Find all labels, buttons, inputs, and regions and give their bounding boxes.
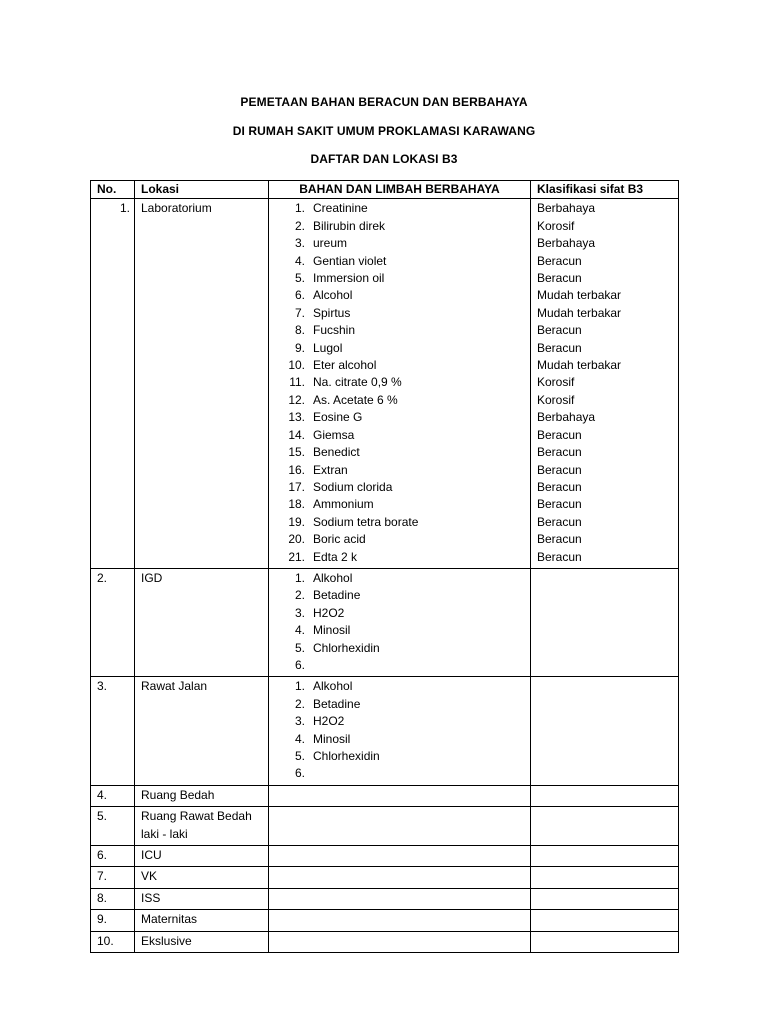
list-item-name: Gentian violet bbox=[313, 253, 387, 268]
list-item bbox=[269, 479, 530, 496]
klasifikasi-item: Beracun bbox=[537, 253, 582, 268]
klasifikasi-item: Beracun bbox=[537, 462, 582, 477]
table-header-row bbox=[91, 181, 679, 199]
row-number: 3. bbox=[91, 677, 135, 785]
document-title: PEMETAAN BAHAN BERACUN DAN BERBAHAYA bbox=[240, 95, 528, 109]
row-lokasi: Rawat Jalan bbox=[135, 677, 269, 785]
list-item-name: Extran bbox=[313, 462, 348, 477]
list-item-number: 19. bbox=[288, 514, 305, 529]
table-caption: DAFTAR DAN LOKASI B3 bbox=[310, 152, 458, 166]
list-item bbox=[269, 200, 530, 217]
list-item-number: 2. bbox=[294, 696, 305, 711]
list-item bbox=[269, 270, 530, 287]
table-row bbox=[91, 931, 679, 952]
list-item bbox=[269, 765, 530, 782]
list-item-number: 8. bbox=[294, 323, 305, 338]
list-item bbox=[269, 444, 530, 461]
row-number: 7. bbox=[91, 867, 135, 888]
list-item-name: ureum bbox=[313, 236, 348, 251]
klasifikasi-item: Beracun bbox=[537, 445, 582, 460]
list-item bbox=[269, 235, 530, 252]
list-item-number: 4. bbox=[294, 623, 305, 638]
list-item-number: 4. bbox=[294, 731, 305, 746]
list-item-number: 1. bbox=[294, 570, 305, 585]
row-bahan-list bbox=[269, 807, 531, 846]
klasifikasi-item: Beracun bbox=[537, 340, 582, 355]
row-number: 1. bbox=[91, 199, 135, 569]
header-no: No. bbox=[91, 181, 135, 199]
row-lokasi: ICU bbox=[135, 846, 269, 867]
list-item-name: H2O2 bbox=[313, 605, 345, 620]
klasifikasi-item: Mudah terbakar bbox=[537, 358, 622, 373]
list-item bbox=[269, 514, 530, 531]
list-item-number: 3. bbox=[294, 236, 305, 251]
row-bahan-list bbox=[269, 910, 531, 931]
list-item-number: 6. bbox=[294, 766, 305, 781]
list-item bbox=[269, 322, 530, 339]
row-lokasi: Maternitas bbox=[135, 910, 269, 931]
list-item-number: 6. bbox=[294, 657, 305, 672]
list-item-name: Sodium clorida bbox=[313, 479, 393, 494]
row-klasifikasi-list bbox=[531, 807, 679, 846]
list-item-number: 18. bbox=[288, 497, 305, 512]
list-item bbox=[269, 570, 530, 587]
row-number: 4. bbox=[91, 785, 135, 806]
klasifikasi-item: Korosif bbox=[537, 218, 575, 233]
klasifikasi-item: Beracun bbox=[537, 479, 582, 494]
row-number: 8. bbox=[91, 888, 135, 909]
list-item-name: Chlorhexidin bbox=[313, 640, 380, 655]
list-item bbox=[269, 605, 530, 622]
list-item bbox=[269, 427, 530, 444]
list-item-number: 3. bbox=[294, 714, 305, 729]
list-item-name: Betadine bbox=[313, 588, 361, 603]
row-lokasi: Ruang Bedah bbox=[135, 785, 269, 806]
list-item-name bbox=[313, 657, 530, 674]
list-item-number: 21. bbox=[288, 549, 305, 564]
list-item bbox=[269, 392, 530, 409]
klasifikasi-item: Korosif bbox=[537, 392, 575, 407]
list-item-name: Eosine G bbox=[313, 410, 363, 425]
b3-table bbox=[90, 180, 679, 953]
list-item-name: Alkohol bbox=[313, 570, 353, 585]
klasifikasi-item: Beracun bbox=[537, 549, 582, 564]
table-row bbox=[91, 910, 679, 931]
document-subtitle: DI RUMAH SAKIT UMUM PROKLAMASI KARAWANG bbox=[232, 124, 536, 138]
list-item-name: Edta 2 k bbox=[313, 549, 358, 564]
list-item-name: Giemsa bbox=[313, 427, 355, 442]
list-item bbox=[269, 549, 530, 566]
row-lokasi: Laboratorium bbox=[135, 199, 269, 569]
list-item-name: Immersion oil bbox=[313, 271, 385, 286]
row-number: 5. bbox=[91, 807, 135, 846]
list-item-number: 16. bbox=[288, 462, 305, 477]
table-row bbox=[91, 785, 679, 806]
list-item bbox=[269, 640, 530, 657]
list-item-name: H2O2 bbox=[313, 714, 345, 729]
row-klasifikasi-list bbox=[531, 867, 679, 888]
row-number: 6. bbox=[91, 846, 135, 867]
row-lokasi: IGD bbox=[135, 568, 269, 676]
list-item-number: 5. bbox=[294, 640, 305, 655]
row-number: 10. bbox=[91, 931, 135, 952]
table-row bbox=[91, 846, 679, 867]
list-item bbox=[269, 253, 530, 270]
list-item-number: 15. bbox=[288, 445, 305, 460]
table-row bbox=[91, 807, 679, 846]
row-klasifikasi-list bbox=[531, 910, 679, 931]
list-item-name: Alkohol bbox=[313, 679, 353, 694]
list-item-number: 4. bbox=[294, 253, 305, 268]
list-item bbox=[269, 587, 530, 604]
row-klasifikasi-list bbox=[531, 785, 679, 806]
list-item-number: 6. bbox=[294, 288, 305, 303]
row-lokasi: Ekslusive bbox=[135, 931, 269, 952]
row-bahan-list bbox=[269, 867, 531, 888]
list-item-number: 7. bbox=[294, 305, 305, 320]
list-item bbox=[269, 531, 530, 548]
header-lokasi: Lokasi bbox=[135, 181, 269, 199]
list-item-number: 2. bbox=[294, 588, 305, 603]
row-lokasi: Ruang Rawat Bedah laki - laki bbox=[135, 807, 269, 846]
list-item-name: Fucshin bbox=[313, 323, 356, 338]
klasifikasi-item: Beracun bbox=[537, 271, 582, 286]
klasifikasi-item: Korosif bbox=[537, 375, 575, 390]
table-row bbox=[91, 568, 679, 676]
list-item-number: 1. bbox=[294, 201, 305, 216]
list-item bbox=[269, 713, 530, 730]
list-item-name: Alcohol bbox=[313, 288, 353, 303]
klasifikasi-item: Berbahaya bbox=[537, 236, 596, 251]
list-item bbox=[269, 287, 530, 304]
list-item-number: 5. bbox=[294, 271, 305, 286]
row-bahan-list bbox=[269, 677, 531, 785]
list-item bbox=[269, 357, 530, 374]
list-item bbox=[269, 496, 530, 513]
list-item-number: 5. bbox=[294, 749, 305, 763]
row-klasifikasi-list bbox=[531, 888, 679, 909]
row-bahan-list bbox=[269, 568, 531, 676]
row-bahan-list bbox=[269, 785, 531, 806]
row-bahan-list bbox=[269, 199, 531, 569]
list-item-name: Benedict bbox=[313, 445, 360, 460]
list-item-number: 9. bbox=[294, 340, 305, 355]
list-item-name: Eter alcohol bbox=[313, 358, 377, 373]
list-item-number: 10. bbox=[288, 358, 305, 373]
list-item-number: 12. bbox=[288, 392, 305, 407]
list-item bbox=[269, 305, 530, 322]
list-item-number: 11. bbox=[289, 375, 305, 390]
list-item-number: 20. bbox=[288, 532, 305, 547]
list-item-name: Sodium tetra borate bbox=[313, 514, 419, 529]
list-item bbox=[269, 696, 530, 713]
klasifikasi-item: Berbahaya bbox=[537, 201, 596, 216]
list-item bbox=[269, 462, 530, 479]
list-item-name: Minosil bbox=[313, 731, 351, 746]
klasifikasi-item: Beracun bbox=[537, 323, 582, 338]
list-item-name: Bilirubin direk bbox=[313, 218, 386, 233]
list-item-number: 1. bbox=[294, 679, 305, 694]
list-item-number: 3. bbox=[294, 605, 305, 620]
row-klasifikasi-list bbox=[531, 568, 679, 676]
klasifikasi-item: Beracun bbox=[537, 427, 582, 442]
row-klasifikasi-list bbox=[531, 677, 679, 785]
row-bahan-list bbox=[269, 846, 531, 867]
list-item bbox=[269, 657, 530, 674]
table-row bbox=[91, 888, 679, 909]
list-item bbox=[269, 622, 530, 639]
row-lokasi: VK bbox=[135, 867, 269, 888]
list-item-number: 2. bbox=[294, 218, 305, 233]
list-item-name: Creatinine bbox=[313, 201, 368, 216]
list-item-name: Spirtus bbox=[313, 305, 351, 320]
row-number: 9. bbox=[91, 910, 135, 931]
list-item-name bbox=[313, 765, 530, 782]
row-number: 2. bbox=[91, 568, 135, 676]
klasifikasi-item: Beracun bbox=[537, 514, 582, 529]
list-item bbox=[269, 218, 530, 235]
row-klasifikasi-list bbox=[531, 199, 679, 569]
row-klasifikasi-list bbox=[531, 846, 679, 867]
list-item-name: Lugol bbox=[313, 340, 343, 355]
row-bahan-list bbox=[269, 888, 531, 909]
row-klasifikasi-list bbox=[531, 931, 679, 952]
list-item bbox=[269, 678, 530, 695]
klasifikasi-item: Mudah terbakar bbox=[537, 288, 622, 303]
klasifikasi-item: Berbahaya bbox=[537, 410, 596, 425]
list-item-number: 14. bbox=[288, 427, 305, 442]
header-klasifikasi: Klasifikasi sifat B3 bbox=[531, 181, 679, 199]
list-item bbox=[269, 731, 530, 748]
list-item-name: Chlorhexidin bbox=[313, 749, 380, 763]
table-row bbox=[91, 867, 679, 888]
list-item-name: Na. citrate 0,9 % bbox=[313, 375, 402, 390]
list-item-name: Ammonium bbox=[313, 497, 374, 512]
list-item-name: Minosil bbox=[313, 623, 351, 638]
klasifikasi-item: Beracun bbox=[537, 532, 582, 547]
list-item-number: 13. bbox=[288, 410, 305, 425]
klasifikasi-item: Mudah terbakar bbox=[537, 305, 622, 320]
list-item bbox=[269, 748, 530, 765]
list-item-number: 17. bbox=[288, 479, 305, 494]
row-lokasi: ISS bbox=[135, 888, 269, 909]
list-item bbox=[269, 409, 530, 426]
list-item-name: As. Acetate 6 % bbox=[313, 392, 398, 407]
klasifikasi-item: Beracun bbox=[537, 497, 582, 512]
table-row bbox=[91, 677, 679, 785]
list-item bbox=[269, 340, 530, 357]
table-body bbox=[91, 199, 679, 953]
list-item-name: Betadine bbox=[313, 696, 361, 711]
header-bahan: BAHAN DAN LIMBAH BERBAHAYA bbox=[269, 181, 531, 199]
list-item-name: Boric acid bbox=[313, 532, 366, 547]
row-bahan-list bbox=[269, 931, 531, 952]
list-item bbox=[269, 374, 530, 391]
table-row bbox=[91, 199, 679, 569]
